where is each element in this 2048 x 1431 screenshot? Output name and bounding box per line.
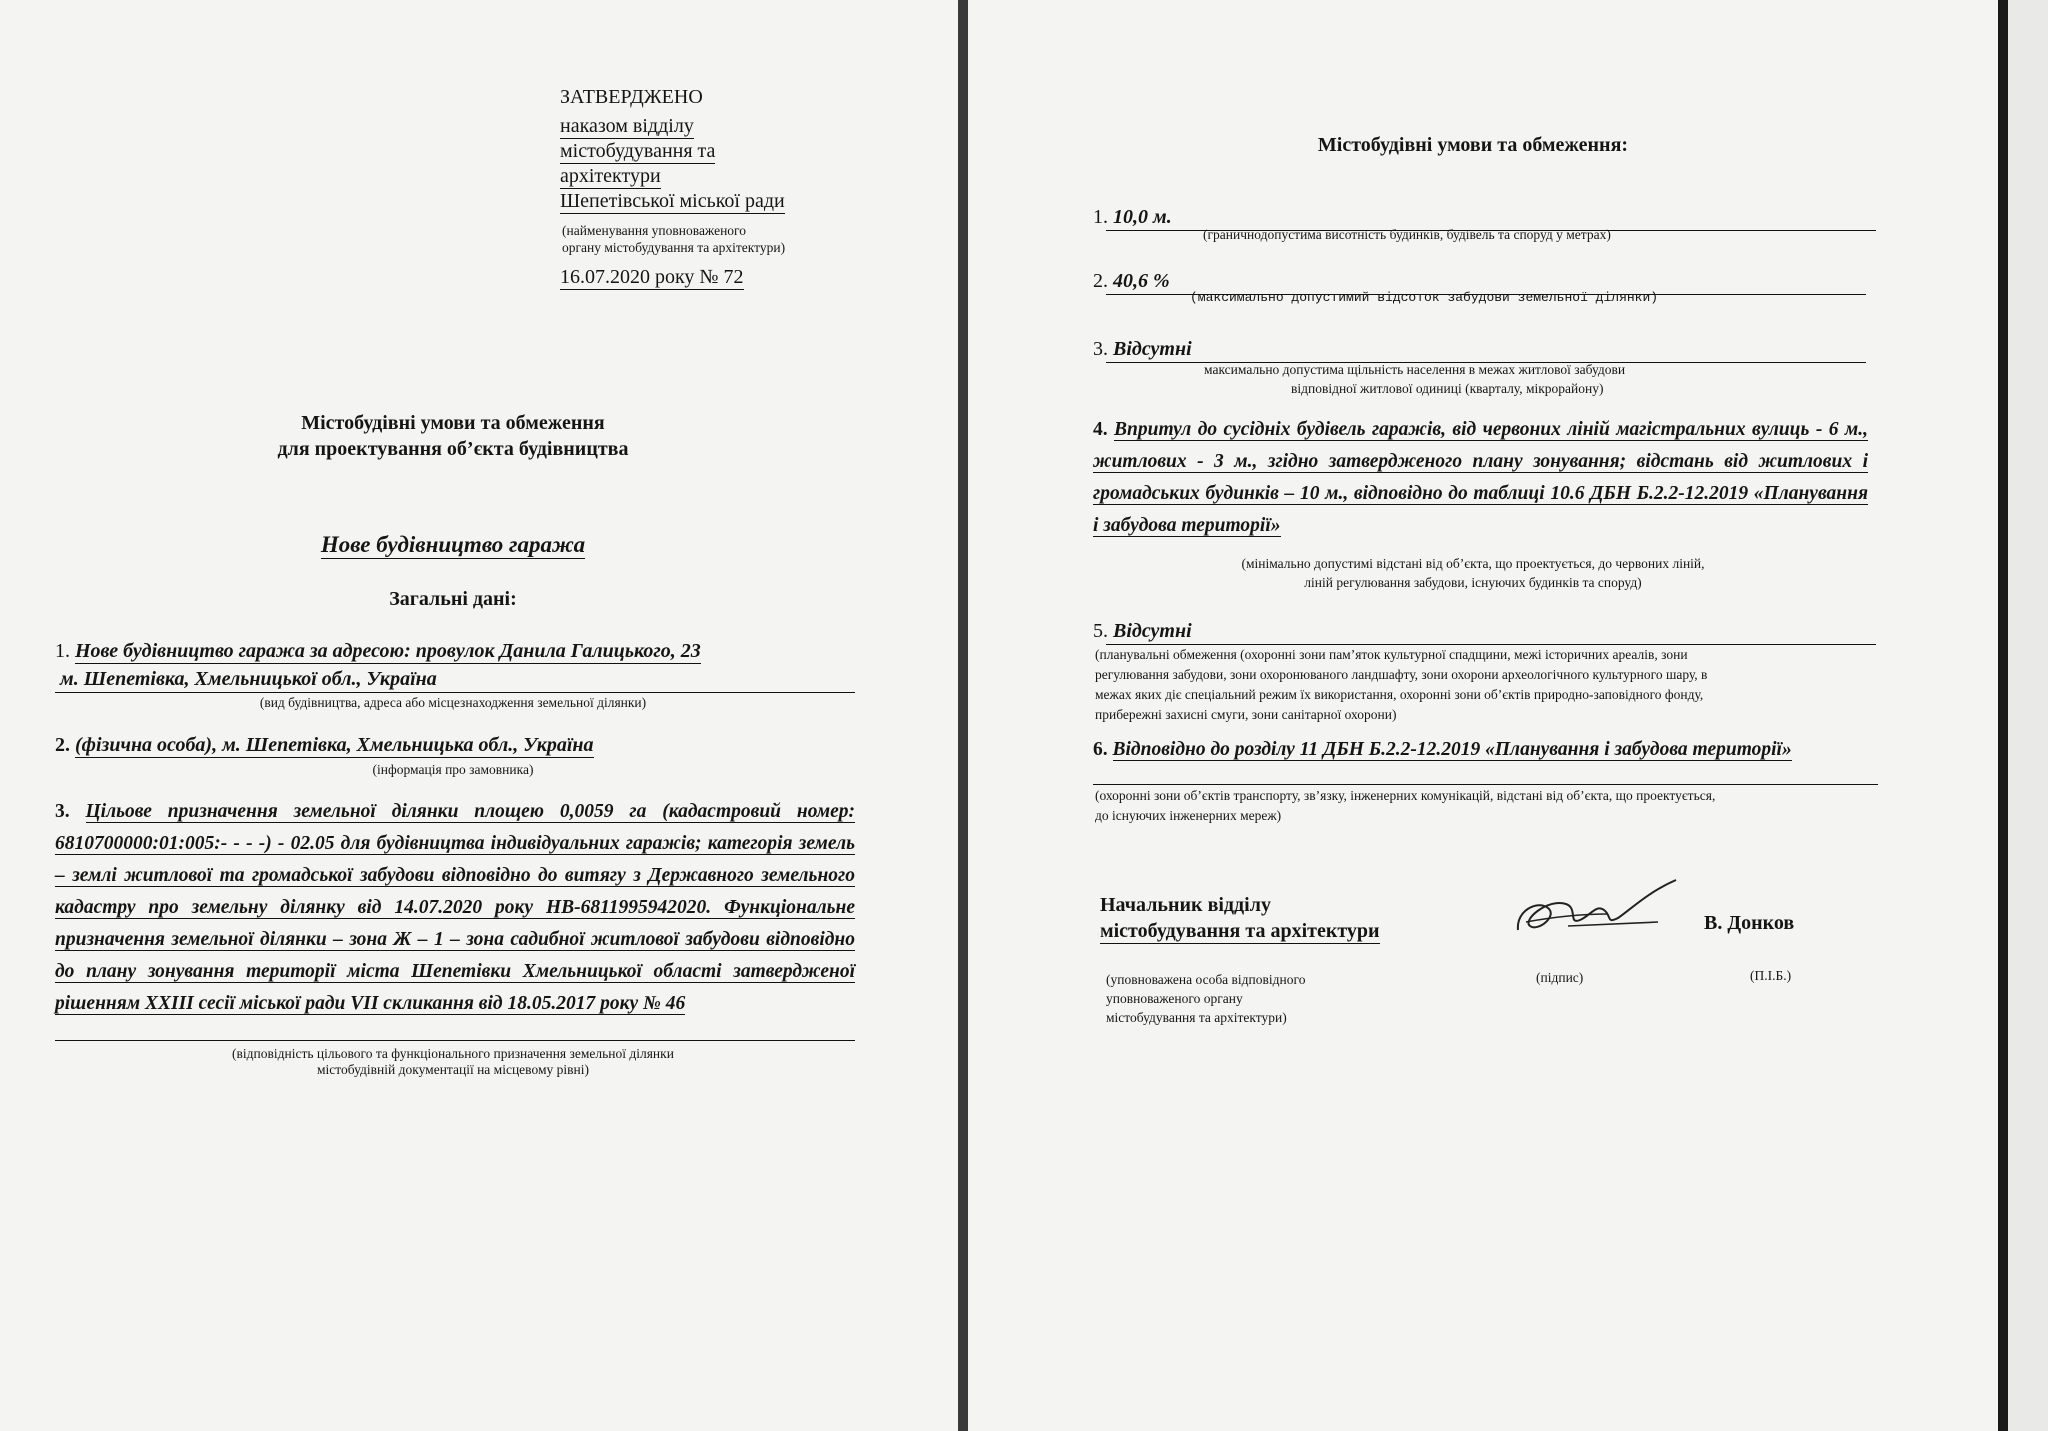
item3-caption xyxy=(0,1046,906,1078)
name-caption: (П.І.Б.) xyxy=(1750,968,1792,983)
cond4-text: Впритул до сусідніх будівель гаражів, від червоних ліній магістральних вулиць - 6 м., житлових - 3 м., згідно затвердженого плану зонування; відстань від житлових і громадських будинків – 10 м., відповідно до таблиці 10.6 ДБН Б.2.2-12.2019 «Планування і забудова території» xyxy=(1093,419,1868,536)
scan-edge-strip xyxy=(2008,0,2048,1431)
cond5-value: Відсутні xyxy=(1113,620,1192,642)
item1-text-1: Нове будівництво гаража за адресою: провулок Данила Галицького, 23 xyxy=(75,640,701,662)
left-page xyxy=(0,0,958,1431)
item2-line xyxy=(55,734,594,757)
approval-note-1: (найменування уповноваженого xyxy=(562,223,746,238)
signatory-name: В. Донков xyxy=(1704,912,1795,934)
document-heading-2: для проектування об’єкта будівництва xyxy=(277,438,629,460)
object-name-text: Нове будівництво гаража xyxy=(320,532,586,557)
cond2-num: 2. xyxy=(1093,270,1108,292)
item2-num: 2. xyxy=(55,734,70,756)
conditions-title: Містобудівні умови та обмеження: xyxy=(1317,134,1629,156)
cond4-caption-1: (мінімально допустимі відстані від об’єкта, що проектується, до червоних ліній, xyxy=(1241,556,1705,571)
cond4-caption xyxy=(1068,554,1878,592)
signatory-position xyxy=(1100,892,1380,944)
cond6-text: Відповідно до розділу 11 ДБН Б.2.2-12.2019 «Планування і забудова території» xyxy=(1112,739,1792,760)
cond4-num: 4. xyxy=(1093,419,1108,440)
cond6-caption-2: до існуючих інженерних мереж) xyxy=(1095,808,1282,823)
item2-text: (фізична особа), м. Шепетівка, Хмельницька обл., Україна xyxy=(75,734,594,756)
cond4-caption-2: ліній регулювання забудови, існуючих будинків та споруд) xyxy=(1304,575,1642,590)
item1-rule xyxy=(55,692,855,693)
signatory-caption-3: містобудування та архітектури) xyxy=(1106,1010,1287,1025)
cond3-value: Відсутні xyxy=(1113,338,1192,360)
right-page xyxy=(968,0,1998,1431)
signatory-position-1: Начальник відділу xyxy=(1100,894,1271,916)
cond5-caption-2: регулювання забудови, зони охоронюваного ландшафту, зони охорони археологічного культурного шару, в xyxy=(1095,667,1708,682)
item1-line2: м. Шепетівка, Хмельницької обл., Україна xyxy=(60,668,437,690)
cond6-num: 6. xyxy=(1093,739,1108,760)
cond3-caption-2: відповідної житлової одиниці (кварталу, мікрорайону) xyxy=(1291,381,1604,396)
cond3-num: 3. xyxy=(1093,338,1108,360)
approval-lines xyxy=(560,114,785,214)
approval-note-2: органу містобудування та архітектури) xyxy=(562,240,786,255)
cond3-line xyxy=(1093,338,1192,361)
signature-caption: (підпис) xyxy=(1536,970,1584,985)
item1-line1 xyxy=(55,640,701,663)
approval-line-3: архітектури xyxy=(560,165,661,187)
cond2-line xyxy=(1093,270,1170,293)
cond5-caption xyxy=(1095,645,1707,725)
item3-rule xyxy=(55,1040,855,1041)
approval-line-1: наказом відділу xyxy=(560,115,694,137)
item3-text: Цільове призначення земельної ділянки площею 0,0059 га (кадастровий номер: 6810700000:01:005:- - - -) - 02.05 для будівництва індивідуальних гаражів; категорія земель – землі житлової та громадської забудови відповідно до витягу з Державного земельного кадастру про земельну ділянку від 14.07.2020 року НВ-6811995942020. Функціональне призначення земельної ділянки – зона Ж – 1 – зона садибної житлової забудови відповідно до плану зонування території міста Шепетівки Хмельницької області затвердженої рішенням XXIII сесії міської ради VII скликання від 18.05.2017 року № 46 xyxy=(55,801,856,1014)
cond5-caption-1: (планувальні обмеження (охоронні зони пам’яток культурної спадщини, межі історичних ареалів, зони xyxy=(1095,647,1688,662)
item3-num: 3. xyxy=(55,801,70,822)
item2-caption: (інформація про замовника) xyxy=(372,762,534,777)
object-name xyxy=(0,532,906,558)
cond1-caption: (граничнодопустима висотність будинків, будівель та споруд у метрах) xyxy=(1203,227,1611,242)
document-heading-1: Містобудівні умови та обмеження xyxy=(301,412,605,434)
item3-caption-2: містобудівній документації на місцевому рівні) xyxy=(317,1062,589,1077)
approval-date xyxy=(560,266,744,289)
general-title: Загальні дані: xyxy=(389,588,517,610)
item3-caption-1: (відповідність цільового та функціонального призначення земельної ділянки xyxy=(232,1046,674,1061)
document-heading xyxy=(0,410,906,462)
cond5-caption-4: прибережні захисні смуги, зони санітарної охорони) xyxy=(1095,707,1397,722)
cond6-caption-1: (охоронні зони об’єктів транспорту, зв’язку, інженерних комунікацій, відстані від об’єкта, що проектується, xyxy=(1095,788,1716,803)
approval-note xyxy=(562,222,785,256)
approval-title: ЗАТВЕРДЖЕНО xyxy=(560,86,703,108)
cond5-caption-3: межах яких діє спеціальний режим їх використання, охоронні зони об’єктів природно-заповідного фонду, xyxy=(1095,687,1704,702)
cond6-rule xyxy=(1093,784,1878,785)
cond3-caption-1: максимально допустима щільність населення в межах житлової забудови xyxy=(1204,362,1626,377)
cond5-num: 5. xyxy=(1093,620,1108,642)
signatory-caption-1: (уповноважена особа відповідного xyxy=(1106,972,1306,987)
scan-edge-dark xyxy=(1998,0,2008,1431)
cond3-caption xyxy=(1204,360,1625,398)
cond2-caption: (максимально допустимий відсоток забудови земельної ділянки) xyxy=(1190,290,1659,305)
cond1-num: 1. xyxy=(1093,206,1108,228)
signature-image xyxy=(1508,870,1688,945)
signatory-caption-2: уповноваженого органу xyxy=(1106,991,1243,1006)
approval-date-text: 16.07.2020 року № 72 xyxy=(560,266,744,288)
item1-caption: (вид будівництва, адреса або місцезнаходження земельної ділянки) xyxy=(259,695,647,710)
item3-paragraph xyxy=(55,796,855,1020)
cond1-value: 10,0 м. xyxy=(1113,206,1172,228)
item1-num: 1. xyxy=(55,640,70,662)
cond5-line xyxy=(1093,620,1192,643)
cond1-line xyxy=(1093,206,1172,229)
approval-line-2: містобудування та xyxy=(560,140,716,162)
cond4-paragraph xyxy=(1093,414,1868,542)
approval-line-4: Шепетівської міської ради xyxy=(560,190,785,212)
signatory-position-2: містобудування та архітектури xyxy=(1100,920,1380,942)
signatory-caption xyxy=(1106,970,1305,1027)
cond6-paragraph xyxy=(1093,734,1873,766)
cond2-value: 40,6 % xyxy=(1113,270,1170,292)
cond6-caption xyxy=(1095,786,1715,826)
